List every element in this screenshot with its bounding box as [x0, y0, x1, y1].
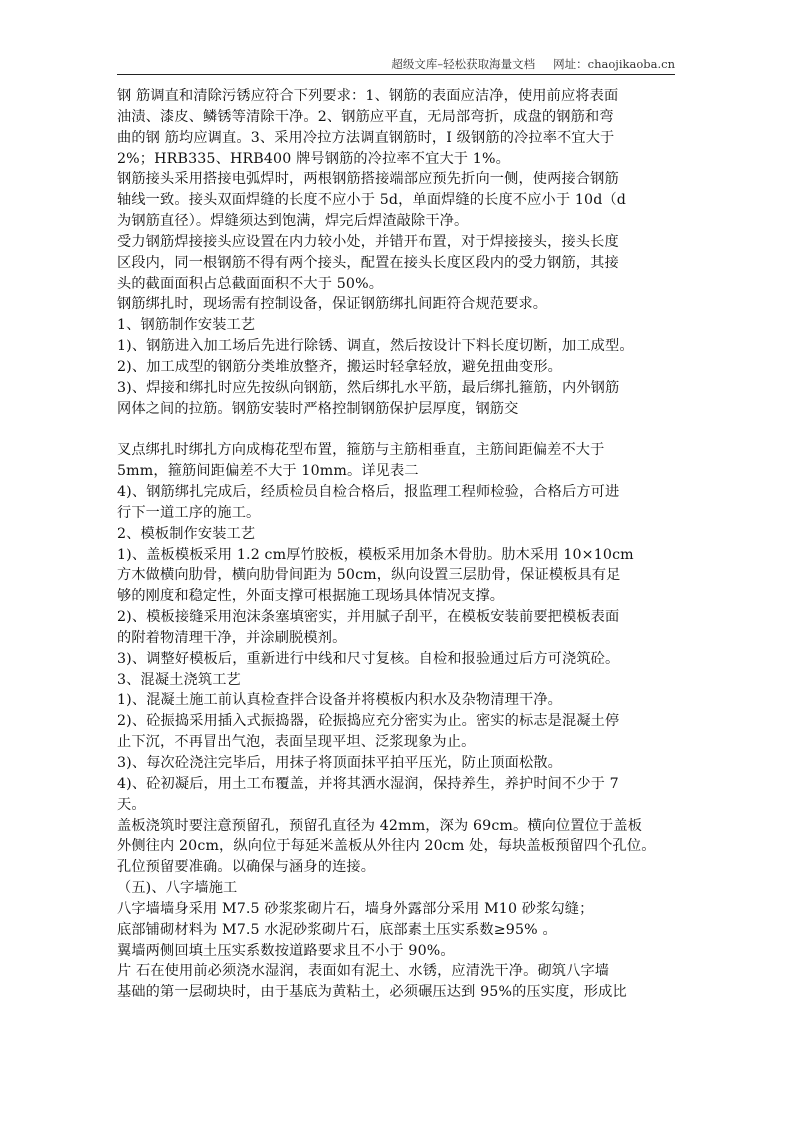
- text-line: 5mm，箍筋间距偏差不大于 10mm。详见表二: [117, 463, 419, 480]
- text-line: 盖板浇筑时要注意预留孔，预留孔直径为 42mm，深为 69cm。横向位置位于盖板: [117, 817, 643, 834]
- blank-line: [117, 420, 683, 441]
- text-line: 钢筋接头采用搭接电弧焊时，两根钢筋搭接端部应预先折向一侧，使两接合钢筋: [117, 171, 619, 188]
- text-line: 孔位预留要准确。以确保与涵身的连接。: [117, 859, 376, 876]
- text-line: 油渍、漆皮、鳞锈等清除干净。2、钢筋应平直，无局部弯折，成盘的钢筋和弯: [117, 108, 614, 125]
- text-line: 网体之间的拉筋。钢筋安装时严格控制钢筋保护层厚度，钢筋交: [117, 400, 519, 417]
- text-line: 行下一道工序的施工。: [117, 504, 261, 521]
- text-line: 止下沉，不再冒出气泡，表面呈现平坦、泛浆现象为止。: [117, 734, 476, 751]
- text-line: 轴线一致。接头双面焊缝的长度不应小于 5d，单面焊缝的长度不应小于 10d（d: [117, 192, 627, 209]
- text-line: 4)、砼初凝后，用土工布覆盖，并将其洒水湿润，保持养生，养护时间不少于 7: [117, 775, 619, 792]
- section-heading: 3、混凝土浇筑工艺: [117, 671, 241, 688]
- text-line: 4)、钢筋绑扎完成后，经质检员自检合格后，报监理工程师检验，合格后方可进: [117, 484, 620, 501]
- text-line: 钢 筋调直和清除污锈应符合下列要求：1、钢筋的表面应洁净，使用前应将表面: [117, 88, 619, 104]
- text-line: 够的刚度和稳定性，外面支撑可根据施工现场具体情况支撑。: [117, 588, 505, 605]
- text-line: 方木做横向肋骨，横向肋骨间距为 50cm，纵向设置三层肋骨，保证模板具有足: [117, 567, 621, 584]
- text-line: 天。: [117, 796, 146, 813]
- text-line: 2%；HRB335、HRB400 牌号钢筋的冷拉率不宜大于 1%。: [117, 150, 510, 167]
- text-line: 八字墙墙身采用 M7.5 砂浆浆砌片石，墙身外露部分采用 M10 砂浆勾缝；: [117, 900, 594, 917]
- text-line: 基础的第一层砌块时，由于基底为黄粘土，必须碾压达到 95%的压实度，形成比: [117, 984, 627, 1001]
- header-text: [391, 56, 675, 72]
- text-line: 1)、混凝土施工前认真检查拌合设备并将模板内积水及杂物清理干净。: [117, 692, 562, 709]
- text-line: 3)、每次砼浇注完毕后，用抹子将顶面抹平拍平压光，防止顶面松散。: [117, 755, 562, 771]
- header-url: 网址：chaojikaoba.cn: [553, 57, 675, 71]
- text-line: 翼墙两侧回填土压实系数按道路要求且不小于 90%。: [117, 942, 455, 959]
- header-site-name: 超级文库–轻松获取海量文档: [391, 57, 536, 71]
- text-line: 头的截面面积占总截面面积不大于 50%。: [117, 275, 384, 292]
- text-line: 2)、模板接缝采用泡沫条塞填密实，并用腻子刮平，在模板安装前要把模板表面: [117, 609, 620, 626]
- text-line: 1)、钢筋进入加工场后先进行除锈、调直，然后按设计下料长度切断，加工成型。: [117, 338, 634, 355]
- text-line: 底部铺砌材料为 M7.5 水泥砂浆砌片石，底部素土压实系数≥95% 。: [117, 921, 557, 938]
- text-line: 受力钢筋焊接接头应设置在内力较小处，并错开布置，对于焊接接头，接头长度: [117, 233, 619, 250]
- text-line: 3)、焊接和绑扎时应先按纵向钢筋，然后绑扎水平筋，最后绑扎箍筋，内外钢筋: [117, 379, 620, 396]
- text-line: 区段内，同一根钢筋不得有两个接头，配置在接头长度区段内的受力钢筋，其接: [117, 254, 619, 271]
- page-header: [117, 54, 675, 75]
- section-heading: （五)、八字墙施工: [117, 880, 238, 897]
- text-line: 外侧往内 20cm，纵向位于每延米盖板从外往内 20cm 处，每块盖板预留四个孔位。: [117, 838, 656, 855]
- text-line: 2)、砼振捣采用插入式振捣器，砼振捣应充分密实为止。密实的标志是混凝土停: [117, 713, 620, 730]
- text-line: 叉点绑扎时绑扎方向成梅花型布置，箍筋与主筋相垂直，主筋间距偏差不大于: [117, 442, 605, 459]
- text-line: 钢筋绑扎时，现场需有控制设备，保证钢筋绑扎间距符合规范要求。: [117, 296, 548, 313]
- section-heading: 1、钢筋制作安装工艺: [117, 317, 256, 334]
- text-line: 为钢筋直径）。焊缝须达到饱满，焊完后焊渣敲除干净。: [117, 213, 469, 230]
- text-line: 的附着物清理干净，并涂刷脱模剂。: [117, 629, 347, 646]
- text-line: 2)、加工成型的钢筋分类堆放整齐，搬运时轻拿轻放，避免扭曲变形。: [117, 358, 562, 375]
- text-line: 3)、调整好模板后，重新进行中线和尺寸复核。自检和报验通过后方可浇筑砼。: [117, 650, 620, 667]
- document-body: [117, 86, 683, 1003]
- text-line: 曲的钢 筋均应调直。3、采用冷拉方法调直钢筋时，I 级钢筋的冷拉率不宜大于: [117, 129, 615, 146]
- text-line: 1)、盖板模板采用 1.2 cm厚竹胶板，模板采用加条木骨肋。肋木采用 10×10cm: [117, 546, 634, 563]
- section-heading: 2、模板制作安装工艺: [117, 525, 256, 542]
- text-line: 片 石在使用前必须浇水湿润，表面如有泥土、水锈，应清洗干净。砌筑八字墙: [117, 963, 610, 980]
